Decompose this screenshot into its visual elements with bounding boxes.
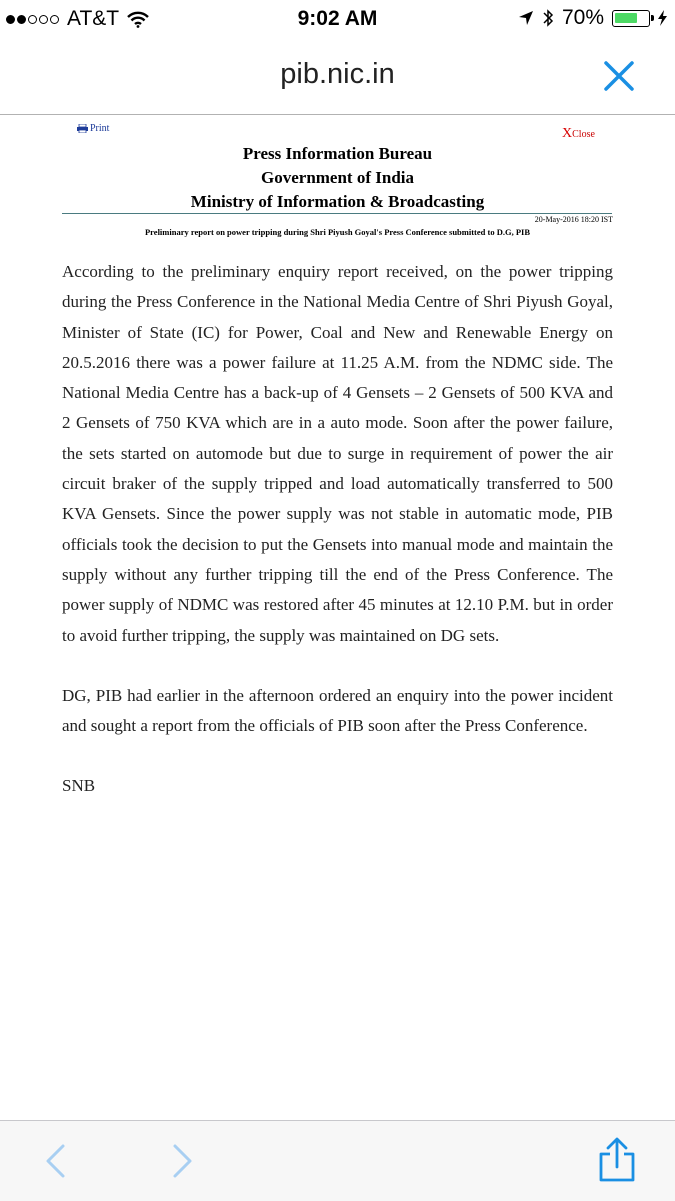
- forward-icon[interactable]: [172, 1143, 194, 1179]
- bottom-toolbar: [0, 1120, 675, 1201]
- status-right: [518, 6, 667, 30]
- status-bar: [0, 0, 675, 38]
- signature: SNB: [62, 776, 96, 796]
- release-date: 20-May-2016 18:20 IST: [534, 215, 613, 224]
- bluetooth-icon: [542, 8, 554, 28]
- close-label: Close: [572, 129, 595, 140]
- share-icon[interactable]: [596, 1137, 638, 1183]
- header-rule: [62, 213, 612, 214]
- charging-bolt-icon: [658, 10, 667, 26]
- battery-fill: [615, 13, 637, 23]
- battery-percent: 70%: [561, 6, 604, 29]
- clock: 9:02 AM: [297, 7, 378, 30]
- release-body: [62, 257, 613, 832]
- print-link[interactable]: [77, 123, 109, 134]
- back-icon[interactable]: [44, 1143, 66, 1179]
- release-subject: Preliminary report on power tripping during Shri Piyush Goyal's Press Conference submitted to D.G, PIB: [144, 227, 531, 237]
- print-label: Print: [90, 123, 110, 134]
- carrier-name: AT&T: [67, 7, 120, 30]
- header-bureau: Press Information Bureau: [242, 144, 433, 163]
- close-icon[interactable]: [601, 58, 637, 94]
- header-government: Government of India: [261, 168, 414, 187]
- url-display[interactable]: pib.nic.in: [280, 58, 395, 90]
- close-x-glyph: X: [562, 126, 573, 141]
- body-paragraph: DG, PIB had earlier in the afternoon ordered an enquiry into the power incident and sought a report from the officials of PIB soon after the Press Conference.: [62, 685, 613, 736]
- close-link[interactable]: [562, 124, 595, 142]
- location-arrow-icon: [518, 10, 534, 26]
- printer-icon: [77, 124, 88, 133]
- address-bar: [0, 38, 675, 115]
- header-ministry: Ministry of Information & Broadcasting: [190, 192, 485, 211]
- web-page: [0, 115, 675, 1120]
- battery-icon: [612, 10, 650, 27]
- body-paragraph: According to the preliminary enquiry report received, on the power tripping during the Press Conference in the National Media Centre of Shri Piyush Goyal, Minister of State (IC) for Power, Coal and New and Renewable Energy on 20.5.2016 there was a power failure at 11.25 A.M. from the NDMC side. The National Media Centre has a back-up of 4 Gensets – 2 Gensets of 500 KVA and 2 Gensets of 750 KVA which are in a auto mode. Soon after the power failure, the sets started on automode but due to surge in requirement of power the air circuit braker of the supply tripped and load automatically transferred to 500 KVA Gensets. Since the power supply was not stable in automatic mode, PIB officials took the decision to put the Gensets into manual mode and maintain the supply without any further tripping till the end of the Press Conference. The power supply of NDMC was restored after 45 minutes at 12.10 P.M. but in order to avoid further tripping, the supply was maintained on DG sets.: [62, 262, 613, 645]
